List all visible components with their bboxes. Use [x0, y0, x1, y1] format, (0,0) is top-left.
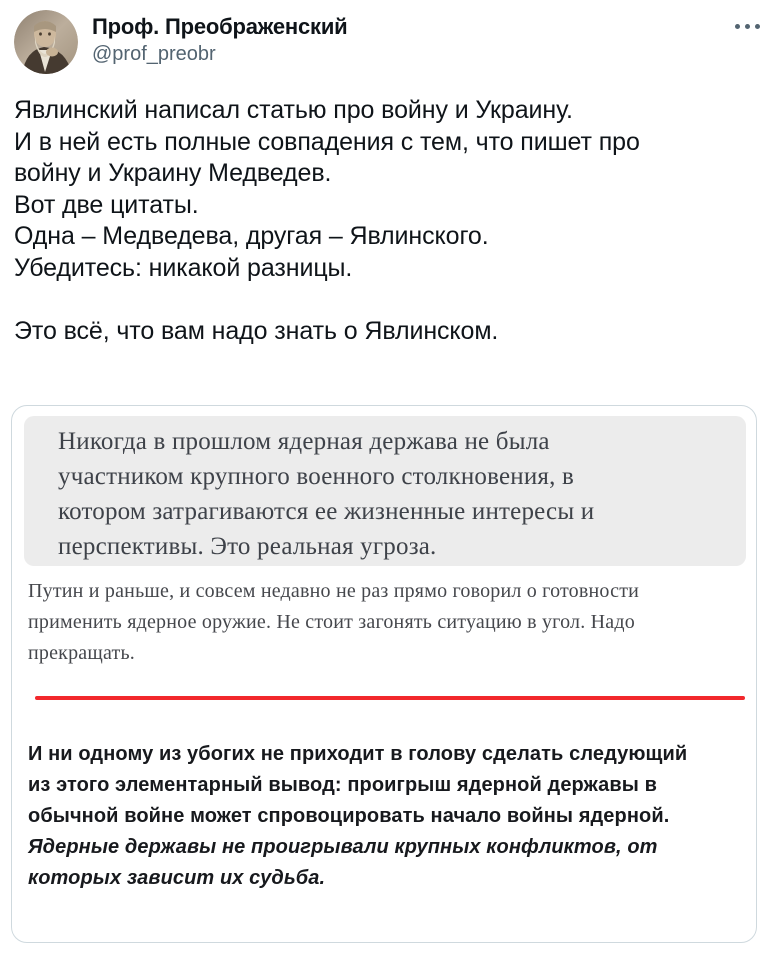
- tweet-text-line: И в ней есть полные совпадения с тем, что пишет про: [14, 127, 640, 156]
- avatar-photo: [14, 10, 78, 74]
- commentary-line: из этого элементарный вывод: проигрыш ядерной державы в: [28, 774, 657, 796]
- avatar[interactable]: [14, 10, 78, 74]
- display-name[interactable]: Проф. Преображенский: [92, 14, 348, 39]
- commentary-line: обычной войне может спровоцировать начало войны ядерной.: [28, 805, 670, 827]
- more-button[interactable]: [729, 18, 766, 35]
- quote-line: Путин и раньше, и совсем недавно не раз прямо говорил о готовности: [28, 580, 640, 602]
- commentary-line-italic: Ядерные державы не проигрывали крупных конфликтов, от: [28, 836, 658, 858]
- ellipsis-icon: [735, 24, 740, 29]
- commentary-line-italic: которых зависит их судьба.: [28, 867, 326, 889]
- ellipsis-icon: [745, 24, 750, 29]
- tweet-text-line: [14, 284, 770, 316]
- quote-line: перспективы. Это реальная угроза.: [58, 533, 437, 560]
- quote-line: Никогда в прошлом ядерная держава не была: [58, 428, 550, 455]
- attached-image[interactable]: [11, 405, 757, 943]
- tweet-text-line: войну и Украину Медведев.: [14, 159, 332, 187]
- tweet-text-line: Убедитесь: никакой разницы.: [14, 253, 353, 282]
- quote-line: участником крупного военного столкновения, в: [58, 463, 575, 490]
- tweet-text: [14, 95, 770, 347]
- quote-line: применить ядерное оружие. Не стоит загонять ситуацию в угол. Надо: [28, 611, 635, 633]
- medvedev-quote-block: [28, 576, 639, 669]
- tweet-text-line: Одна – Медведева, другая – Явлинского.: [14, 222, 489, 250]
- tweet-text-line: Вот две цитаты.: [14, 190, 199, 219]
- red-divider: [35, 696, 745, 700]
- quote-line: прекращать.: [28, 642, 135, 664]
- tweet-text-line: Это всё, что вам надо знать о Явлинском.: [14, 316, 499, 345]
- commentary-block: [28, 739, 687, 894]
- ellipsis-icon: [755, 24, 760, 29]
- tweet-text-line: Явлинский написал статью про войну и Украину.: [14, 96, 573, 124]
- quote-line: котором затрагиваются ее жизненные интересы и: [58, 498, 595, 525]
- user-handle[interactable]: @prof_preobr: [92, 43, 216, 65]
- commentary-line: И ни одному из убогих не приходит в голову сделать следующий: [28, 743, 688, 765]
- yavlinsky-quote-block: [24, 416, 746, 566]
